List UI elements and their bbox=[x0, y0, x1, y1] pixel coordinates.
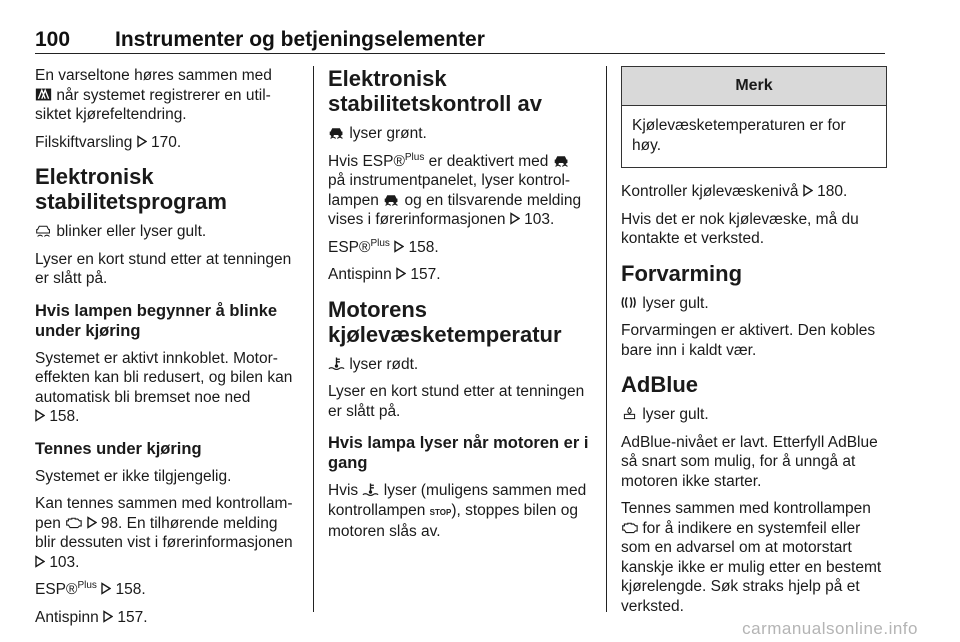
triangle-arrow-right-icon bbox=[103, 609, 113, 624]
paragraph: Systemet er ikke tilgjengelig. bbox=[35, 467, 232, 485]
paragraph: Lyser en kort stund etter at tenningen er slått på. bbox=[35, 250, 292, 287]
glow-plug-icon bbox=[621, 295, 638, 310]
adblue-icon bbox=[621, 406, 638, 421]
page-header bbox=[35, 28, 885, 52]
column-1 bbox=[35, 66, 297, 635]
paragraph: En varseltone høres sammen med når systemet registrerer en util-siktet kjørefeltendring. bbox=[35, 67, 272, 123]
paragraph: Lyser en kort stund etter at tenningen er slått på. bbox=[328, 383, 585, 420]
triangle-arrow-right-icon bbox=[396, 266, 406, 281]
coolant-temperature-icon bbox=[362, 482, 379, 497]
note-box bbox=[621, 66, 887, 168]
heading-forvarming: Forvarming bbox=[621, 260, 743, 286]
triangle-arrow-right-icon bbox=[35, 554, 45, 569]
triangle-arrow-right-icon bbox=[35, 408, 45, 423]
paragraph: ESP®$^{Plus}$ 158. bbox=[35, 579, 146, 598]
heading-esc-off: Elektronisk stabilitetskontroll av bbox=[328, 66, 542, 116]
paragraph: Kontroller kjølevæskenivå 180. bbox=[621, 183, 848, 200]
engine-check-icon bbox=[621, 520, 638, 535]
triangle-arrow-right-icon bbox=[510, 211, 520, 226]
engine-check-icon bbox=[65, 515, 82, 530]
page-reference-link[interactable]: 170. bbox=[150, 133, 182, 151]
column-divider-1 bbox=[313, 66, 314, 612]
page-reference-link[interactable]: 158. bbox=[49, 408, 80, 425]
heading-esp: Elektronisk stabilitetsprogram bbox=[35, 164, 227, 214]
page-reference-link[interactable]: 158. bbox=[115, 581, 146, 598]
heading-adblue: AdBlue bbox=[621, 372, 698, 397]
triangle-arrow-right-icon bbox=[394, 239, 404, 254]
note-body: Kjølevæsketemperaturen er for høy. bbox=[632, 117, 846, 154]
heading-blink: Hvis lampen begynner å blinke under kjøring bbox=[35, 301, 278, 340]
heading-coolant: Motorens kjølevæsketemperatur bbox=[328, 296, 562, 347]
coolant-temperature-icon bbox=[328, 356, 345, 371]
paragraph: Tennes sammen med kontrollampen for å indikere en systemfeil eller som en advarsel om at motorstart kanskje ikke er mulig etter en bestemt kjørelengde. Søk straks hjelp på et verksted. bbox=[621, 500, 882, 615]
column-divider-2 bbox=[606, 66, 607, 612]
paragraph: Systemet er aktivt innkoblet. Motor-effekten kan bli redusert, og bilen kan automatisk bli bremset noe ned 158. bbox=[35, 349, 293, 425]
watermark: carmanualsonline.info bbox=[742, 619, 918, 638]
triangle-arrow-right-icon bbox=[137, 134, 147, 149]
page-reference-link[interactable]: 157. bbox=[410, 266, 441, 283]
paragraph: lyser grønt. bbox=[328, 124, 590, 144]
stop-icon: STOP bbox=[429, 507, 452, 517]
skidding-car-icon bbox=[328, 125, 345, 140]
paragraph: AdBlue-nivået er lavt. Etterfyll AdBlue så snart som mulig, for å unngå at motoren ikke starter. bbox=[621, 433, 878, 490]
page-number: 100 bbox=[35, 28, 71, 51]
paragraph: Kan tennes sammen med kontrollam-pen 98. En tilhørende melding blir dessuten vist i førerinformasjonen 103. bbox=[35, 495, 293, 571]
heading-lampa: Hvis lampa lyser når motoren er i gang bbox=[328, 434, 589, 472]
page-reference-link[interactable]: 158. bbox=[408, 238, 439, 256]
note-title: Merk bbox=[622, 67, 886, 106]
header-rule bbox=[35, 53, 885, 54]
paragraph: Antispinn 157. bbox=[35, 608, 148, 626]
paragraph: lyser rødt. bbox=[328, 355, 590, 375]
paragraph: Filskiftvarsling 170. bbox=[35, 133, 182, 151]
page-reference-link[interactable]: 157. bbox=[117, 608, 148, 626]
triangle-arrow-right-icon bbox=[101, 581, 111, 596]
column-2 bbox=[328, 66, 590, 550]
triangle-arrow-right-icon bbox=[803, 183, 813, 198]
warning-tone-icon bbox=[35, 87, 52, 102]
paragraph: Hvis det er nok kjølevæske, må du kontakte et verksted. bbox=[621, 210, 859, 247]
paragraph: Hvis ESP®$^{Plus}$ er deaktivert med på instrumentpanelet, lyser kontrol-lampen og en tilsvarende melding vises i førerinformasjonen 103. bbox=[328, 151, 582, 228]
paragraph: Antispinn 157. bbox=[328, 266, 441, 283]
page-reference-link[interactable]: 180. bbox=[817, 183, 848, 200]
page-reference-link[interactable]: 103. bbox=[49, 553, 80, 571]
skidding-car-icon bbox=[383, 192, 400, 207]
paragraph: Forvarmingen er aktivert. Den kobles bare inn i kaldt vær. bbox=[621, 322, 876, 359]
paragraph: Hvis lyser (muligens sammen med kontrollampen STOP), stoppes bilen og motoren slås av. bbox=[328, 482, 587, 540]
column-3 bbox=[621, 66, 887, 624]
heading-tennes: Tennes under kjøring bbox=[35, 439, 202, 458]
skidding-car-icon bbox=[553, 153, 570, 168]
paragraph: ESP®$^{Plus}$ 158. bbox=[328, 237, 439, 256]
page-reference-link[interactable]: 103. bbox=[524, 211, 555, 228]
page-title: Instrumenter og betjeningselementer bbox=[115, 28, 485, 51]
paragraph: lyser gult. bbox=[621, 405, 887, 425]
paragraph: blinker eller lyser gult. bbox=[35, 222, 297, 242]
skidding-car-icon bbox=[35, 223, 52, 238]
triangle-arrow-right-icon bbox=[87, 515, 97, 530]
paragraph: lyser gult. bbox=[621, 294, 887, 314]
